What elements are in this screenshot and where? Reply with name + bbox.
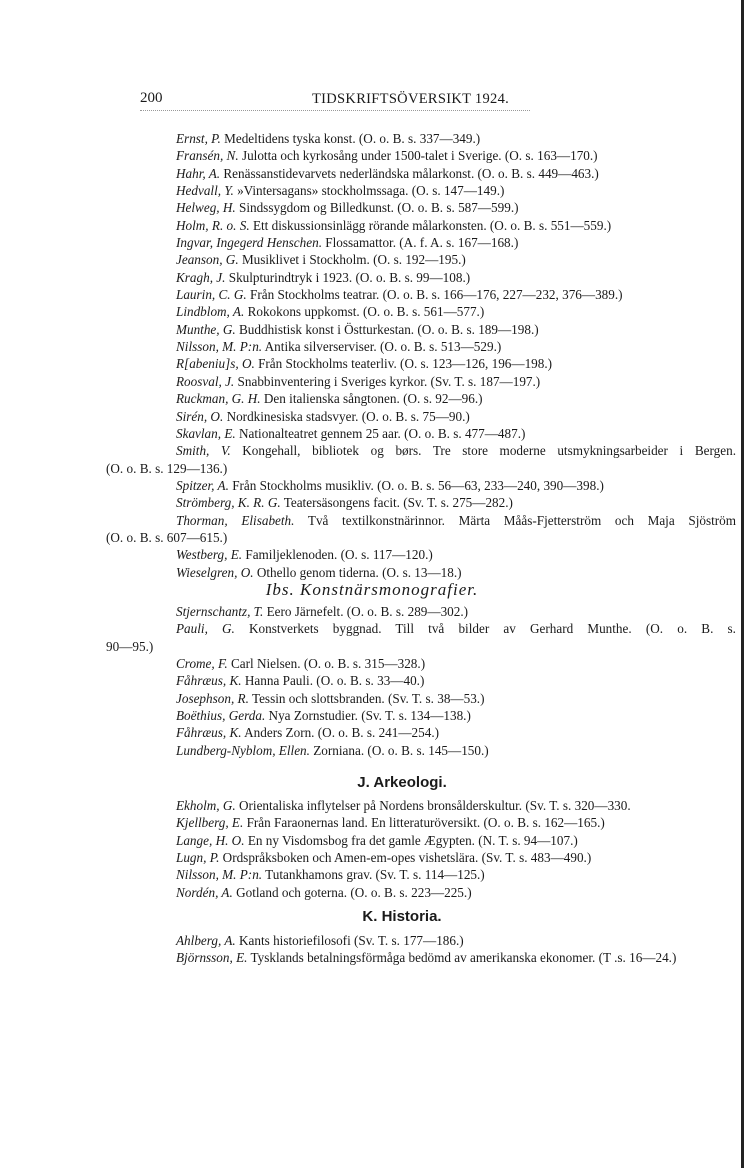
bibliography-entry bbox=[106, 724, 736, 741]
entry-title: Gotland och goterna. (O. o. B. s. 223—225.) bbox=[232, 884, 472, 900]
entry-line bbox=[106, 849, 736, 866]
entry-title: Kongehall, bibliotek og børs. Tre store moderne utsmykningsarbeider i Bergen. bbox=[230, 443, 736, 459]
entry-line bbox=[106, 742, 736, 759]
bibliography-entry bbox=[106, 932, 736, 949]
bibliography-entry bbox=[106, 338, 736, 355]
entry-line bbox=[106, 832, 736, 849]
entry-title: Medeltidens tyska konst. (O. o. B. s. 337—349.) bbox=[220, 131, 481, 146]
entry-author: Boëthius, Gerda. bbox=[176, 708, 266, 724]
entry-author: Spitzer, A. bbox=[176, 477, 229, 493]
entry-line bbox=[106, 286, 736, 303]
entry-line bbox=[106, 130, 736, 147]
entry-title: Rokokons uppkomst. (O. o. B. s. 561—577.) bbox=[244, 304, 485, 320]
entry-list-archaeology bbox=[106, 797, 736, 901]
bibliography-entry bbox=[106, 603, 736, 620]
entry-author: Jeanson, G. bbox=[176, 252, 239, 268]
entry-title: Familjeklenoden. (O. s. 117—120.) bbox=[242, 547, 433, 563]
entry-list-art bbox=[106, 130, 736, 581]
entry-title: Från Stockholms teaterliv. (O. s. 123—126, 196—198.) bbox=[254, 356, 553, 372]
bibliography-entry bbox=[106, 286, 736, 303]
bibliography-entry bbox=[106, 564, 736, 581]
entry-line bbox=[106, 147, 736, 164]
entry-line bbox=[106, 655, 736, 672]
entry-title: Konstverkets byggnad. Till två bilder av Gerhard Munthe. (O. o. B. s. bbox=[234, 621, 736, 637]
entry-author: Fåhræus, K. bbox=[176, 725, 242, 741]
entry-line bbox=[106, 269, 736, 286]
entry-author: Ingvar, Ingegerd Henschen. bbox=[176, 235, 322, 251]
entry-author: Crome, F. bbox=[176, 656, 228, 672]
entry-author: Thorman, Elisabeth. bbox=[176, 512, 295, 528]
bibliography-entry bbox=[106, 949, 736, 966]
bibliography-entry bbox=[106, 321, 736, 338]
bibliography-entry bbox=[106, 866, 736, 883]
bibliography-entry bbox=[106, 814, 736, 831]
bibliography-entry bbox=[106, 512, 736, 547]
bibliography-entry bbox=[106, 408, 736, 425]
entry-author: Skavlan, E. bbox=[176, 425, 236, 441]
entry-title: Hanna Pauli. (O. o. B. s. 33—40.) bbox=[241, 673, 425, 689]
entry-title: Antika silverserviser. (O. o. B. s. 513—529.) bbox=[262, 339, 502, 355]
entry-author: Nilsson, M. P:n. bbox=[176, 339, 263, 355]
entry-author: Lundberg-Nyblom, Ellen. bbox=[176, 742, 310, 758]
entry-author: Pauli, G. bbox=[176, 621, 235, 637]
entry-author: Lindblom, A. bbox=[176, 304, 245, 320]
entry-title: Kants historiefilosofi (Sv. T. s. 177—186.) bbox=[235, 933, 464, 948]
entry-line bbox=[106, 251, 736, 268]
entry-line bbox=[106, 303, 736, 320]
entry-title: Ett diskussionsinlägg rörande målarkonsten. (O. o. B. s. 551—559.) bbox=[249, 217, 612, 233]
bibliography-entry bbox=[106, 655, 736, 672]
entry-title: En ny Visdomsbog fra det gamle Ægypten. (N. T. s. 94—107.) bbox=[244, 832, 578, 848]
page-number: 200 bbox=[140, 90, 163, 106]
bibliography-entry bbox=[106, 884, 736, 901]
bibliography-entry bbox=[106, 425, 736, 442]
entry-title: Snabbinventering i Sveriges kyrkor. (Sv. T. s. 187—197.) bbox=[234, 373, 541, 389]
bibliography-entry bbox=[106, 707, 736, 724]
entry-title: Två textilkonstnärinnor. Märta Måås-Fjetterström och Maja Sjöström bbox=[294, 512, 736, 528]
entry-line bbox=[106, 797, 736, 814]
entry-line bbox=[106, 564, 736, 581]
entry-title: Den italienska sångtonen. (O. s. 92—96.) bbox=[260, 391, 483, 407]
entry-line bbox=[106, 707, 736, 724]
bibliography-entry bbox=[106, 303, 736, 320]
section-heading-monographs: Ibs. Konstnärsmonografier. bbox=[265, 580, 479, 599]
entry-author: Nordén, A. bbox=[176, 884, 233, 900]
bibliography-entry bbox=[106, 742, 736, 759]
entry-line bbox=[106, 690, 736, 707]
entry-title: Från Faraonernas land. En litteraturöversikt. (O. o. B. s. 162—165.) bbox=[243, 815, 605, 831]
bibliography-entry bbox=[106, 165, 736, 182]
entry-author: Ekholm, G. bbox=[176, 798, 236, 813]
bibliography-entry bbox=[106, 355, 736, 372]
bibliography-entry bbox=[106, 199, 736, 216]
bibliography-entry bbox=[106, 130, 736, 147]
entry-line bbox=[106, 724, 736, 741]
entry-title: Flossamattor. (A. f. A. s. 167—168.) bbox=[322, 235, 519, 251]
entry-author: Roosval, J. bbox=[176, 373, 235, 389]
entry-line bbox=[106, 512, 736, 529]
entry-title: Tysklands betalningsförmåga bedömd av amerikanska ekonomer. (T .s. 16—24.) bbox=[247, 950, 677, 966]
bibliography-entry bbox=[106, 477, 736, 494]
entry-title: Tessin och slottsbranden. (Sv. T. s. 38—53.) bbox=[248, 690, 485, 706]
entry-title: Från Stockholms musikliv. (O. o. B. s. 56—63, 233—240, 390—398.) bbox=[228, 477, 604, 493]
entry-line bbox=[106, 884, 736, 901]
entry-author: Wieselgren, O. bbox=[176, 564, 254, 580]
bibliography-entry bbox=[106, 442, 736, 477]
bibliography-entry bbox=[106, 182, 736, 199]
entry-line bbox=[106, 165, 736, 182]
entry-author: Munthe, G. bbox=[176, 321, 236, 337]
entry-continuation: (O. o. B. s. 129—136.) bbox=[106, 460, 228, 476]
entry-list-history bbox=[106, 932, 736, 967]
entry-title: Eero Järnefelt. (O. o. B. s. 289—302.) bbox=[263, 604, 469, 619]
entry-line bbox=[106, 442, 736, 459]
entry-author: Sirén, O. bbox=[176, 408, 224, 424]
bibliography-entry bbox=[106, 620, 736, 655]
bibliography-entry bbox=[106, 373, 736, 390]
bibliography-entry bbox=[106, 147, 736, 164]
entry-author: Stjernschantz, T. bbox=[176, 604, 264, 619]
bibliography-entry bbox=[106, 672, 736, 689]
entry-title: Carl Nielsen. (O. o. B. s. 315—328.) bbox=[227, 656, 426, 672]
entry-title: Nya Zornstudier. (Sv. T. s. 134—138.) bbox=[265, 708, 471, 724]
entry-author: Strömberg, K. R. G. bbox=[176, 495, 281, 511]
entry-line bbox=[106, 672, 736, 689]
running-head: TIDSKRIFTSÖVERSIKT 1924. bbox=[312, 91, 510, 107]
entry-title: Othello genom tiderna. (O. s. 13—18.) bbox=[253, 564, 462, 580]
entry-line bbox=[106, 182, 736, 199]
entry-title: Teatersäsongens facit. (Sv. T. s. 275—282.) bbox=[280, 495, 513, 511]
header-rule bbox=[140, 110, 530, 111]
entry-title: Sindssygdom og Billedkunst. (O. o. B. s. 587—599.) bbox=[235, 200, 519, 216]
entry-author: Ahlberg, A. bbox=[176, 933, 236, 948]
entry-title: Orientaliska inflytelser på Nordens bronsålderskultur. (Sv. T. s. 320—330. bbox=[235, 798, 631, 813]
bibliography-entry bbox=[106, 251, 736, 268]
entry-author: Nilsson, M. P:n. bbox=[176, 867, 263, 883]
entry-line bbox=[106, 199, 736, 216]
entry-line bbox=[106, 355, 736, 372]
bibliography-entry bbox=[106, 234, 736, 251]
entry-author: R[abeniu]s, O. bbox=[176, 356, 255, 372]
bibliography-entry bbox=[106, 797, 736, 814]
bibliography-entry bbox=[106, 832, 736, 849]
bibliography-entry bbox=[106, 494, 736, 511]
entry-author: Helweg, H. bbox=[176, 200, 236, 216]
bibliography-entry bbox=[106, 390, 736, 407]
entry-author: Smith, V. bbox=[176, 443, 231, 459]
entry-title: »Vintersagans» stockholmssaga. (O. s. 147—149.) bbox=[233, 183, 505, 199]
bibliography-entry bbox=[106, 690, 736, 707]
entry-author: Holm, R. o. S. bbox=[176, 217, 250, 233]
entry-line bbox=[106, 390, 736, 407]
entry-title: Musiklivet i Stockholm. (O. s. 192—195.) bbox=[238, 252, 466, 268]
entry-author: Fransén, N. bbox=[176, 148, 239, 164]
entry-title: Skulpturindtryk i 1923. (O. o. B. s. 99—108.) bbox=[225, 269, 471, 285]
entry-title: Zorniana. (O. o. B. s. 145—150.) bbox=[309, 742, 489, 758]
entry-line bbox=[106, 477, 736, 494]
entry-title: Julotta och kyrkosång under 1500-talet i Sverige. (O. s. 163—170.) bbox=[238, 148, 598, 164]
entry-line bbox=[106, 425, 736, 442]
section-heading-history: K. Historia. bbox=[362, 908, 442, 925]
entry-author: Hahr, A. bbox=[176, 165, 221, 181]
entry-title: Tutankhamons grav. (Sv. T. s. 114—125.) bbox=[262, 867, 485, 883]
entry-title: Nationalteatret gennem 25 aar. (O. o. B. s. 477—487.) bbox=[235, 425, 526, 441]
bibliography-entry bbox=[106, 546, 736, 563]
entry-continuation: (O. o. B. s. 607—615.) bbox=[106, 529, 228, 545]
entry-title: Ordspråksboken och Amen-em-opes vishetslära. (Sv. T. s. 483—490.) bbox=[219, 850, 592, 866]
entry-line bbox=[106, 338, 736, 355]
entry-title: Från Stockholms teatrar. (O. o. B. s. 166—176, 227—232, 376—389.) bbox=[246, 287, 623, 303]
entry-line bbox=[106, 603, 736, 620]
entry-line bbox=[106, 321, 736, 338]
entry-author: Ernst, P. bbox=[176, 131, 221, 146]
entry-author: Westberg, E. bbox=[176, 547, 243, 563]
entry-title: Anders Zorn. (O. o. B. s. 241—254.) bbox=[241, 725, 440, 741]
entry-author: Josephson, R. bbox=[176, 690, 249, 706]
entry-continuation: 90—95.) bbox=[106, 638, 154, 654]
entry-author: Lugn, P. bbox=[176, 850, 220, 866]
entry-list-monographs bbox=[106, 603, 736, 759]
bibliography-entry bbox=[106, 217, 736, 234]
entry-author: Kragh, J. bbox=[176, 269, 226, 285]
entry-author: Lange, H. O. bbox=[176, 832, 245, 848]
section-heading-archaeology: J. Arkeologi. bbox=[357, 774, 447, 791]
entry-author: Fåhræus, K. bbox=[176, 673, 242, 689]
entry-line bbox=[106, 494, 736, 511]
entry-line bbox=[106, 949, 736, 966]
entry-line bbox=[106, 217, 736, 234]
entry-title: Renässanstidevarvets nederländska målarkonst. (O. o. B. s. 449—463.) bbox=[220, 165, 599, 181]
entry-line bbox=[106, 814, 736, 831]
entry-line bbox=[106, 234, 736, 251]
entry-author: Ruckman, G. H. bbox=[176, 391, 261, 407]
bibliography-entry bbox=[106, 849, 736, 866]
entry-line bbox=[106, 866, 736, 883]
entry-line bbox=[106, 932, 736, 949]
entry-author: Laurin, C. G. bbox=[176, 287, 247, 303]
entry-author: Kjellberg, E. bbox=[176, 815, 244, 831]
entry-line bbox=[106, 620, 736, 637]
bibliography-entry bbox=[106, 269, 736, 286]
entry-line bbox=[106, 546, 736, 563]
entry-author: Hedvall, Y. bbox=[176, 183, 234, 199]
entry-line bbox=[106, 373, 736, 390]
entry-line bbox=[106, 408, 736, 425]
entry-author: Björnsson, E. bbox=[176, 950, 248, 966]
entry-title: Nordkinesiska stadsvyer. (O. o. B. s. 75—90.) bbox=[223, 408, 470, 424]
entry-title: Buddhistisk konst i Östturkestan. (O. o. B. s. 189—198.) bbox=[235, 321, 539, 337]
